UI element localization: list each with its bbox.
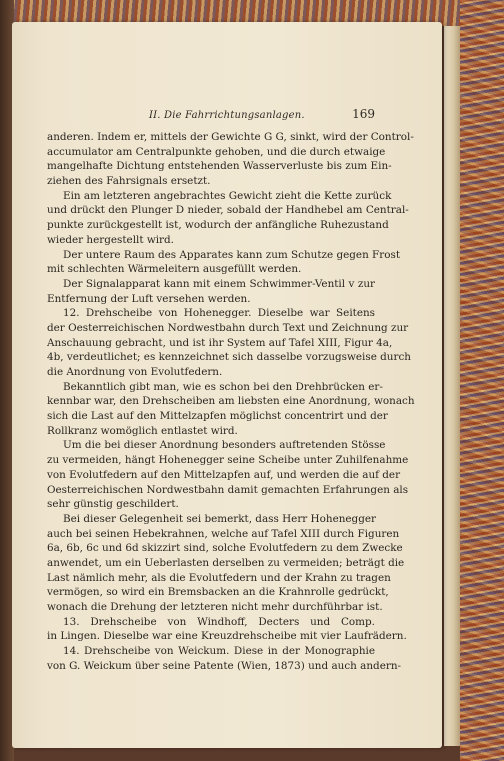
text-line: anwendet, um ein Ueberlasten derselben zu vermeiden; beträgt die xyxy=(47,556,405,569)
text-line: Der Signalapparat kann mit einem Schwimmer-Ventil v zur xyxy=(63,277,375,290)
text-line: ziehen des Fahrsignals ersetzt. xyxy=(47,175,211,188)
running-title: II. Die Fahrrichtungsanlagen. xyxy=(149,110,305,121)
text-line: auch bei seinen Hebekrahnen, welche auf Tafel XIII durch Figuren xyxy=(47,527,400,540)
text-line: und drückt den Plunger D nieder, sobald der Handhebel am Central- xyxy=(47,204,409,217)
text-line: Der untere Raum des Apparates kann zum Schutze gegen Frost xyxy=(63,248,401,261)
text-line: Rollkranz womöglich entlastet wird. xyxy=(47,424,238,437)
page-number: 169 xyxy=(352,107,375,121)
marbled-edge xyxy=(460,0,504,761)
text-line: Um die bei dieser Anordnung besonders auftretenden Stösse xyxy=(63,439,386,452)
page-stack-edge xyxy=(444,26,460,746)
text-line: sehr günstig geschildert. xyxy=(47,498,179,511)
page-header xyxy=(47,107,375,125)
text-line: zu vermeiden, hängt Hohenegger seine Scheibe unter Zuhilfenahme xyxy=(47,454,409,467)
text-line: 4b, verdeutlichet; es kennzeichnet sich dasselbe vorzugsweise durch xyxy=(47,351,411,364)
text-line: kennbar war, den Drehscheiben am liebsten eine Anordnung, wonach xyxy=(47,395,415,408)
text-line: 12. Drehscheibe von Hohenegger. Dieselbe war Seitens xyxy=(63,307,375,320)
text-line: Oesterreichischen Nordwestbahn damit gemachten Erfahrungen als xyxy=(47,483,409,496)
text-line: Ein am letzteren angebrachtes Gewicht zieht die Kette zurück xyxy=(63,189,392,202)
text-line: von Evolutfedern auf den Mittelzapfen auf, und werden die auf der xyxy=(47,468,401,481)
text-line: vermögen, so wird ein Bremsbacken an die Krahnrolle gedrückt, xyxy=(47,586,389,599)
text-line: mangelhafte Dichtung entstehenden Wasserverluste bis zum Ein- xyxy=(47,160,392,173)
text-line: 6a, 6b, 6c und 6d skizzirt sind, solche Evolutfedern zu dem Zwecke xyxy=(47,542,403,555)
text-line: accumulator am Centralpunkte gehoben, und die durch etwaige xyxy=(47,145,386,158)
text-line: 13. Drehscheibe von Windhoff, Decters und Comp. xyxy=(63,615,375,628)
text-line: Last nämlich mehr, als die Evolutfedern und der Krahn zu tragen xyxy=(47,571,391,584)
text-line: von G. Weickum über seine Patente (Wien, 1873) und auch andern- xyxy=(47,659,402,672)
text-line: Bekanntlich gibt man, wie es schon bei den Drehbrücken er- xyxy=(63,380,383,393)
body-text xyxy=(47,130,415,673)
text-line: wieder hergestellt wird. xyxy=(47,233,174,246)
text-line: in Lingen. Dieselbe war eine Kreuzdrehscheibe mit vier Laufrädern. xyxy=(47,630,407,643)
text-line: der Oesterreichischen Nordwestbahn durch Text und Zeichnung zur xyxy=(47,321,409,334)
text-line: Bei dieser Gelegenheit sei bemerkt, dass Herr Hohenegger xyxy=(63,512,376,525)
text-line: 14. Drehscheibe von Weickum. Diese in der Monographie xyxy=(63,645,375,658)
text-line: Entfernung der Luft versehen werden. xyxy=(47,292,251,305)
text-line: Anschauung gebracht, und ist ihr System auf Tafel XIII, Figur 4a, xyxy=(47,336,393,349)
text-line: sich die Last auf den Mittelzapfen möglichst concentrirt und der xyxy=(47,410,388,423)
text-line: anderen. Indem er, mittels der Gewichte G G, sinkt, wird der Control- xyxy=(47,131,414,143)
text-line: wonach die Drehung der letzteren nicht mehr durchführbar ist. xyxy=(47,601,383,613)
text-line: die Anordnung von Evolutfedern. xyxy=(47,366,223,378)
text-line: punkte zurückgestellt ist, wodurch der anfängliche Ruhezustand xyxy=(47,219,389,232)
text-line: mit schlechten Wärmeleitern ausgefüllt werden. xyxy=(47,263,302,276)
